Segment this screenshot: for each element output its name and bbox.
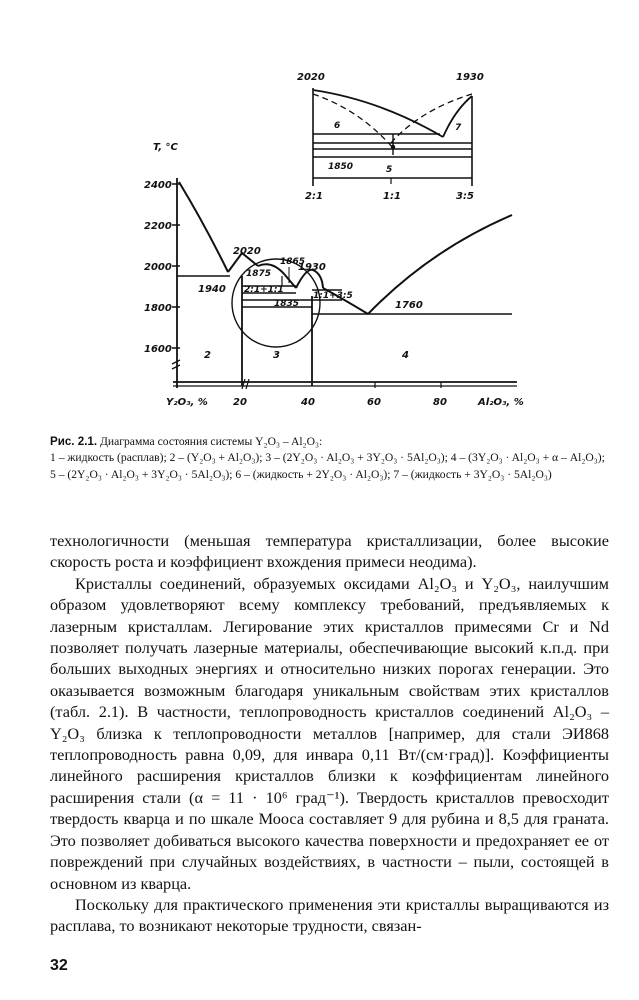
region-4: 4 bbox=[402, 350, 409, 361]
paragraph-2: Кристаллы соединений, образуемых оксидами Al₂O₃ и Y₂O₃, наилучшим образом удовлетворяют всему комплексу требований, предъявляемых к лазерным кристаллам. Легирование этих кристаллов примесями Cr и Nd позволяет получать лазерные материалы, обеспечивающие высокий к.п.д. при больших выходных энергиях и относительно низких порогах генерации. Это оказывается возможным благодаря уникальным свойствам этих кристаллов (табл. 2.1). В частности, теплопроводность кристаллов соединений Al₂O₃ – Y₂O₃ близка к теплопроводности металлов [например, для стали ЭИ868 теплопроводность равна 0,09, для инвара 0,11 Вт/(см·град)]. Коэффициенты линейного расширения кристаллов близки к коэффициентам линейного расширения стали (α = 11 · 10⁶ град⁻¹). Твердость кристаллов превосходит твердость кварца и по шкале Мооса составляет 9 для рубина и 8,5 для граната. Это позволяет добиваться высокого качества поверхности и предохраняет ее от повреждений при случайных воздействиях, в частности – пыли, состоящей в основном из кварца. bbox=[50, 573, 609, 893]
temp-2020: 2020 bbox=[233, 246, 261, 257]
y-tick-2200: 2200 bbox=[144, 221, 172, 232]
label-1-1-plus-3-5: 1:1+3:5 bbox=[313, 291, 353, 301]
figure-title: Диаграмма состояния системы Y₂O₃ – Al₂O₃: bbox=[100, 435, 323, 448]
figure-label: Рис. 2.1. bbox=[50, 435, 98, 448]
page-number: 32 bbox=[50, 957, 68, 974]
paragraph-3: Поскольку для практического применения эти кристаллы выращиваются из расплава, то возникают некоторые трудности, связан- bbox=[50, 894, 609, 936]
y-tick-1600: 1600 bbox=[144, 344, 172, 355]
inset-temp-left: 2020 bbox=[297, 72, 325, 83]
x-tick-80: 80 bbox=[433, 397, 447, 408]
region-3: 3 bbox=[273, 350, 280, 361]
phase-diagram bbox=[0, 0, 639, 430]
temp-1835: 1835 bbox=[274, 299, 300, 309]
x-label-al2o3: Al₂O₃, % bbox=[478, 397, 524, 408]
inset-temp-bottom: 1850 bbox=[328, 162, 354, 172]
y-tick-1800: 1800 bbox=[144, 303, 172, 314]
temp-1940: 1940 bbox=[198, 284, 226, 295]
x-tick-20: 20 bbox=[233, 397, 247, 408]
inset-region-6: 6 bbox=[334, 121, 341, 131]
inset-x-tick-1: 2:1 bbox=[305, 191, 323, 202]
main-labels bbox=[144, 142, 524, 408]
label-2-1-plus-1-1: 2:1+1:1 bbox=[244, 285, 284, 295]
y-tick-2000: 2000 bbox=[144, 262, 172, 273]
y-axis-label: T, °C bbox=[153, 142, 178, 153]
temp-1760: 1760 bbox=[395, 300, 423, 311]
inset-region-7: 7 bbox=[455, 123, 462, 133]
figure-legend: 1 – жидкость (расплав); 2 – (Y₂O₃ + Al₂O₃); 3 – (2Y₂O₃ · Al₂O₃ + 3Y₂O₃ · 5Al₂O₃); 4 – (3Y₂O₃ · Al₂O₃ + α – Al₂O₃); 5 – (2Y₂O₃ · Al₂O₃ + 3Y₂O₃ · 5Al₂O₃); 6 – (жидкость + 2Y₂O₃ · Al₂O₃); 7 – (жидкость + 3Y₂O₃ · 5Al₂O₃) bbox=[50, 451, 605, 481]
figure-caption bbox=[50, 434, 610, 483]
x-tick-60: 60 bbox=[367, 397, 381, 408]
x-tick-40: 40 bbox=[301, 397, 315, 408]
region-2: 2 bbox=[204, 350, 211, 361]
inset-x-tick-2: 1:1 bbox=[383, 191, 401, 202]
temp-1875: 1875 bbox=[246, 269, 272, 279]
inset-x-tick-3: 3:5 bbox=[456, 191, 474, 202]
temp-1930: 1930 bbox=[298, 262, 326, 273]
paragraph-1: технологичности (меньшая температура кристаллизации, более высокие скорость роста и коэффициент вхождения примеси неодима). bbox=[50, 531, 609, 572]
temp-1865: 1865 bbox=[280, 257, 306, 267]
y-tick-2400: 2400 bbox=[144, 180, 172, 191]
body-text bbox=[50, 530, 609, 937]
main-curves bbox=[177, 182, 512, 386]
inset-region-5: 5 bbox=[386, 165, 393, 175]
inset-temp-right: 1930 bbox=[456, 72, 484, 83]
x-label-y2o3: Y₂O₃, % bbox=[166, 397, 208, 408]
